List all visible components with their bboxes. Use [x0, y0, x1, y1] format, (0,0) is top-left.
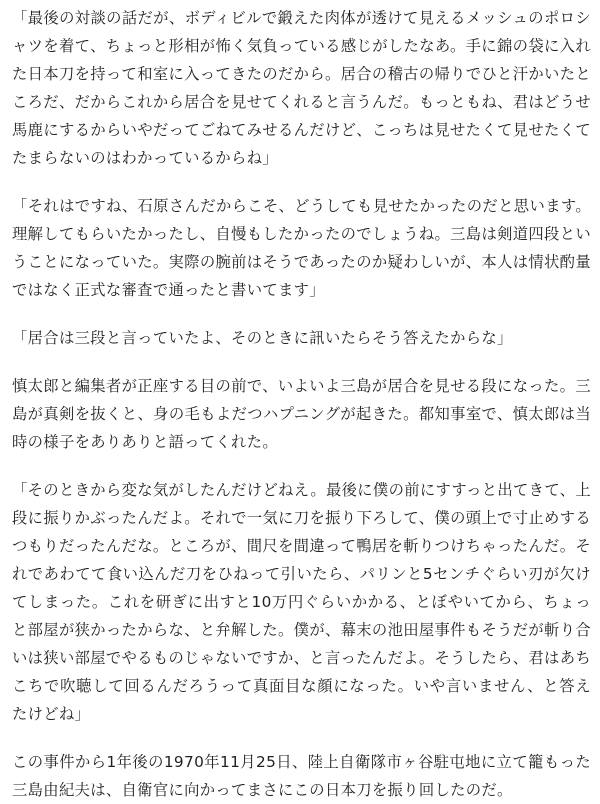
paragraph-quote-sword-incident: 「そのときから変な気がしたんだけどねえ。最後に僕の前にすすっと出てきて、上段に振りかぶったんだよ。それで一気に刀を振り下ろして、僕の頭上で寸止めするつもりだったんだな。ところが、間尺を間違って鴨居を斬りつけちゃったんだ。それであわてて食い込んだ刀をひねって引いたら、パリンと5センチぐらい刃が欠けてしまった。これを研ぎに出すと10万円ぐらいかかる、とぼやいてから、ちょっと部屋が狭かったからな、と弁解した。僕が、幕末の池田屋事件もそうだが斬り合いは狭い部屋でやるものじゃないですか、と言ったんだよ。そうしたら、君はあちこちで吹聴して回るんだろうって真面目な顔になった。いや言いません、と答えたけどね」	[12, 481, 591, 723]
paragraph-quote-ishihara-mesh-shirt: 「最後の対談の話だが、ボディビルで鍛えた肉体が透けて見えるメッシュのポロシャツを着て、ちょっと形相が怖く気負っている感じがしたなあ。手に錦の袋に入れた日本刀を持って和室に入ってきたのだから。居合の稽古の帰りでひと汗かいたところだ、だからこれから居合を見せてくれると言うんだ。もっともね、君はどうせ馬鹿にするからいやだってごねてみせるんだけど、こっちは見せたくて見せたくてたまらないのはわかっているからね」	[12, 9, 592, 167]
paragraph-quote-interviewer-kendo: 「それはですね、石原さんだからこそ、どうしても見せたかったのだと思います。理解してもらいたかったし、自慢もしたかったのでしょうね。三島は剣道四段ということになっていた。実際の腕前はそうであったのか疑わしいが、本人は情状酌量ではなく正式な審査で通ったと書いてます」	[12, 197, 592, 299]
paragraph-quote-iai-rank: 「居合は三段と言っていたよ、そのときに訊いたらそう答えたからな」	[12, 329, 513, 347]
paragraph-narration-1970: この事件から1年後の1970年11月25日、陸上自衛隊市ヶ谷駐屯地に立て籠もった三島由紀夫は、自衛官に向かってまさにこの日本刀を振り回したのだ。	[12, 753, 591, 799]
paragraph-narration-happening: 慎太郎と編集者が正座する目の前で、いよいよ三島が居合を見せる段になった。三島が真剣を抜くと、身の毛もよだつハプニングが起きた。都知事室で、慎太郎は当時の様子をありありと語ってくれた。	[12, 377, 591, 451]
